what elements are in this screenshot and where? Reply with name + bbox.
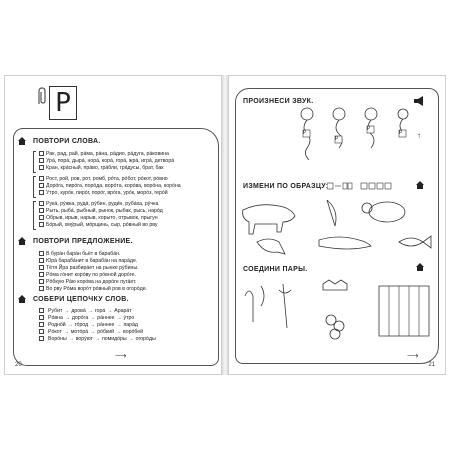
arrow-icon: → <box>63 329 69 335</box>
sentence-row: Во рву Рóма ворóт рóвный ров в огорóде. <box>39 286 147 292</box>
page-number: 21 <box>428 362 435 368</box>
checkbox[interactable] <box>39 279 44 284</box>
arrow-icon: → <box>67 322 73 328</box>
arrow-icon: → <box>87 308 93 314</box>
checkbox[interactable] <box>39 322 44 327</box>
house-icon <box>415 262 425 272</box>
checkbox[interactable] <box>39 329 44 334</box>
arrow-icon: → <box>116 322 122 328</box>
word-row: Урá, порá, дырá, норá, корá, горá, жрá, игрá, детворá <box>39 158 174 164</box>
up-arrow-icon: ↑ <box>417 131 421 140</box>
arrow-icon: → <box>64 308 70 314</box>
house-icon <box>415 180 425 190</box>
checkbox[interactable] <box>39 315 44 320</box>
arrow-icon: → <box>90 315 96 321</box>
right-page <box>228 75 446 375</box>
chain-row: Рóкот → мотóрá → рóбкий → ворóбей <box>39 329 145 335</box>
arrow-icon: → <box>116 315 122 321</box>
sound-letter: Р <box>303 130 307 136</box>
checkbox[interactable] <box>39 165 44 170</box>
section-title-connect-pairs: СОЕДИНИ ПАРЫ. <box>243 266 308 273</box>
word-row: Кран, кpáсный, прáво, грáбли, грáдусы, брат, бак <box>39 165 164 171</box>
section-title-repeat-sentence: ПОВТОРИ ПРЕДЛОЖЕНИЕ. <box>33 238 133 245</box>
checkbox[interactable] <box>39 201 44 206</box>
arrow-icon: → <box>116 329 122 335</box>
word-row: Утро, курóк, пирóг, порóг, вpóга, урóк, морóз, герóй <box>39 190 168 196</box>
pairs-illustration <box>239 276 435 348</box>
arrow-icon: → <box>94 336 100 342</box>
word-row: Рак, рад, рай, рáма, рáна, рáдио, рáдуга, рáковина <box>39 151 169 157</box>
arrow-icon: → <box>68 336 74 342</box>
next-arrow-icon: ⟶ <box>115 351 127 360</box>
word-row: Бóрый, хмýрый, мóрщинь, сыр, рóвный во рву <box>39 222 157 228</box>
paperclip-icon <box>35 86 49 106</box>
sound-letter: Р <box>399 130 403 136</box>
sound-letter: Р <box>335 136 339 142</box>
checkbox[interactable] <box>39 286 44 291</box>
sentence-row: Тётя Йра разбирáет на рынке рýбины. <box>39 265 139 271</box>
sentence-row: Юрá барабáнит в барабáн на парáде. <box>39 258 137 264</box>
word-row: Рукá, рýжка, рудá, рýбин, руди́н, рубáха, рýчка <box>39 201 158 207</box>
sentence-row: В бурáн барáн бьёт в барабáн. <box>39 251 120 257</box>
checkbox[interactable] <box>39 215 44 220</box>
section-title-word-chain: СОБЕРИ ЦЕПОЧКУ СЛОВ. <box>33 296 129 303</box>
next-arrow-icon: ⟶ <box>407 351 419 360</box>
word-row: Рост, рой, ров, рот, ромб, рóта, рóбот, рóкот, рóвно <box>39 176 168 182</box>
checkbox[interactable] <box>39 222 44 227</box>
checkbox[interactable] <box>39 151 44 156</box>
checkbox[interactable] <box>39 251 44 256</box>
section-title-change-by-sample: ИЗМЕНИ ПО ОБРАЗЦУ: <box>243 183 329 190</box>
arrow-icon: → <box>128 336 134 342</box>
animals-illustration <box>239 196 435 260</box>
checkbox[interactable] <box>39 176 44 181</box>
letter-card: Р <box>49 86 77 120</box>
arrow-icon: → <box>90 329 96 335</box>
group-bracket <box>33 151 36 173</box>
book-spread <box>0 75 450 375</box>
checkbox[interactable] <box>39 258 44 263</box>
word-row: Рыть, рыбá, рыбный, рынок, рыбак, рысь, нарóд <box>39 208 163 214</box>
sentence-row: Рóма гóнит корóву по рóвной дорóге. <box>39 272 136 278</box>
sentence-row: Рóбкую Рáю корóва на дорóге пугáет. <box>39 279 136 285</box>
megaphone-icon <box>413 96 425 106</box>
chain-row: Ворóны → ворýют → помидóры → огорóды <box>39 336 158 342</box>
arrow-icon: → <box>90 322 96 328</box>
arrow-icon: → <box>64 315 70 321</box>
sound-letter: Р <box>367 126 371 132</box>
house-icon <box>17 236 27 246</box>
house-icon <box>17 136 27 146</box>
checkbox[interactable] <box>39 308 44 313</box>
chain-row: Рóвна → дорóга → рáннее → ýтро <box>39 315 136 321</box>
checkbox[interactable] <box>39 183 44 188</box>
checkbox[interactable] <box>39 272 44 277</box>
sound-path-diagram <box>299 106 409 164</box>
word-row: Обрыв, ирыв, нарыв, корыто, отрывок, прыгун <box>39 215 158 221</box>
page-number: 20 <box>15 362 22 368</box>
chain-row: Рубит → дровá → горá → Арарáт <box>39 308 134 314</box>
checkbox[interactable] <box>39 208 44 213</box>
section-title-pronounce-sound: ПРОИЗНЕСИ ЗВУК. <box>243 98 314 105</box>
group-bracket <box>33 201 36 230</box>
word-row: Дорóга, пирóга, порóда, ворóта, корóва, ворóна, корóна <box>39 183 181 189</box>
checkbox[interactable] <box>39 190 44 195</box>
house-icon <box>17 294 27 304</box>
chain-row: Роднóй → гóрод → рáннее → парáд <box>39 322 140 328</box>
group-bracket <box>33 176 36 198</box>
checkbox[interactable] <box>39 336 44 341</box>
section-title-repeat-words: ПОВТОРИ СЛОВА. <box>33 138 101 145</box>
sample-pattern-icon <box>327 182 407 190</box>
left-page <box>4 75 222 375</box>
arrow-icon: → <box>107 308 113 314</box>
checkbox[interactable] <box>39 158 44 163</box>
checkbox[interactable] <box>39 265 44 270</box>
